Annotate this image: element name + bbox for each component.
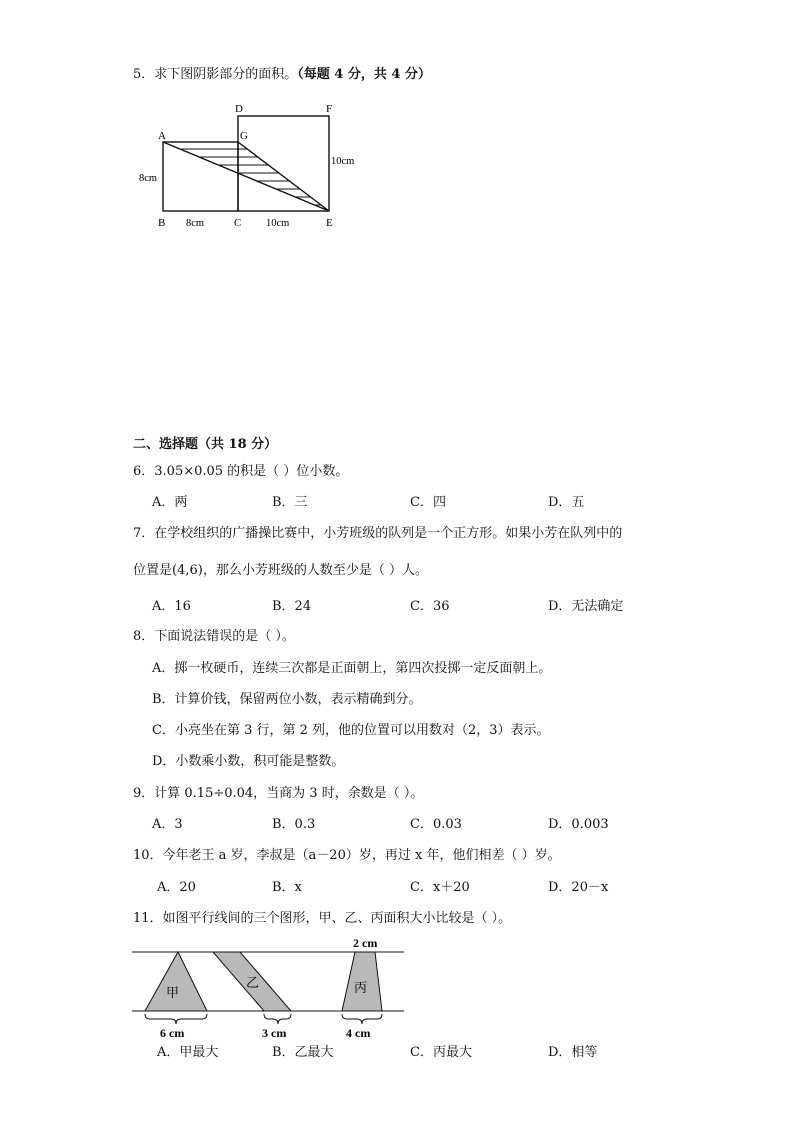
question-5-points: （每题 4 分，共 4 分） [297,67,431,82]
question-5 [133,66,431,84]
q11-option-a[interactable]: A．甲最大 [157,1045,219,1060]
label-top-2cm: 2 cm [353,936,378,950]
question-5-text: 5．求下图阴影部分的面积。 [133,67,298,82]
label-B: B [158,217,166,229]
q5-geometry-figure [130,96,370,236]
label-A: A [158,130,166,142]
q7-option-d[interactable]: D．无法确定 [548,599,624,614]
label-G: G [240,130,248,142]
q7-option-b[interactable]: B．24 [272,599,312,614]
label-base-4cm: 4 cm [346,1026,371,1040]
q9-option-a[interactable]: A．3 [152,817,183,832]
label-D: D [235,103,243,115]
shape-jia-triangle [145,952,207,1011]
q6-option-c[interactable]: C．四 [410,495,446,510]
question-9-text: 9．计算 0.15÷0.04，当商为 3 时，余数是（ ）。 [133,786,424,801]
brace-3cm [264,1014,291,1024]
label-C: C [234,217,242,229]
line-GE [238,142,329,211]
label-left-side: 8cm [139,173,158,184]
q11-option-c[interactable]: C．丙最大 [410,1045,472,1060]
q11-parallel-lines-figure [128,932,418,1042]
question-11-text: 11．如图平行线间的三个图形，甲、乙、丙面积大小比较是（ ）。 [133,911,512,926]
question-7-line2: 位置是(4,6)，那么小芳班级的人数至少是（ ）人。 [133,563,428,578]
label-bottom-left: 8cm [186,218,205,229]
q9-option-d[interactable]: D．0.003 [548,817,609,832]
label-base-3cm: 3 cm [262,1026,287,1040]
q6-option-a[interactable]: A．两 [152,495,188,510]
q7-option-a[interactable]: A．16 [152,599,191,614]
label-bing: 丙 [354,980,368,995]
q11-option-b[interactable]: B．乙最大 [272,1045,334,1060]
q10-option-d[interactable]: D．20－x [548,880,609,895]
q9-option-b[interactable]: B．0.3 [272,817,316,832]
label-yi: 乙 [246,975,260,990]
question-8-text: 8．下面说法错误的是（ ）。 [133,629,295,644]
q6-option-d[interactable]: D．五 [548,495,585,510]
q7-option-c[interactable]: C．36 [410,599,450,614]
question-10-text: 10．今年老王 a 岁，李叔是（a－20）岁，再过 x 年，他们相差（ ）岁。 [133,848,561,863]
question-6-text: 6．3.05×0.05 的积是（ ）位小数。 [133,464,349,479]
label-jia: 甲 [166,985,180,1000]
q6-option-b[interactable]: B．三 [272,495,308,510]
label-F: F [326,103,333,115]
section-2-title: 二、选择题（共 18 分） [133,437,278,452]
label-base-6cm: 6 cm [160,1026,185,1040]
brace-6cm [145,1014,207,1024]
q8-option-c[interactable]: C．小亮坐在第 3 行，第 2 列，他的位置可以用数对（2，3）表示。 [152,723,550,738]
q8-option-a[interactable]: A．掷一枚硬币，连续三次都是正面朝上，第四次投掷一定反面朝上。 [152,661,552,676]
q9-option-c[interactable]: C．0.03 [410,817,462,832]
line-AE [163,142,329,211]
label-right-side: 10cm [331,156,355,167]
label-bottom-right: 10cm [266,218,290,229]
brace-4cm [342,1014,382,1024]
q8-option-d[interactable]: D．小数乘小数，积可能是整数。 [152,754,345,769]
label-E: E [326,217,333,229]
small-square [163,142,238,211]
question-7-line1: 7．在学校组织的广播操比赛中，小芳班级的队列是一个正方形。如果小芳在队列中的 [133,526,623,541]
q10-option-c[interactable]: C．x＋20 [410,880,470,895]
hatch-shading [160,149,330,205]
large-square [238,116,329,211]
q10-option-a[interactable]: A．20 [157,880,196,895]
q8-option-b[interactable]: B．计算价钱，保留两位小数，表示精确到分。 [152,692,422,707]
q11-option-d[interactable]: D．相等 [548,1045,598,1060]
q10-option-b[interactable]: B．x [272,880,302,895]
